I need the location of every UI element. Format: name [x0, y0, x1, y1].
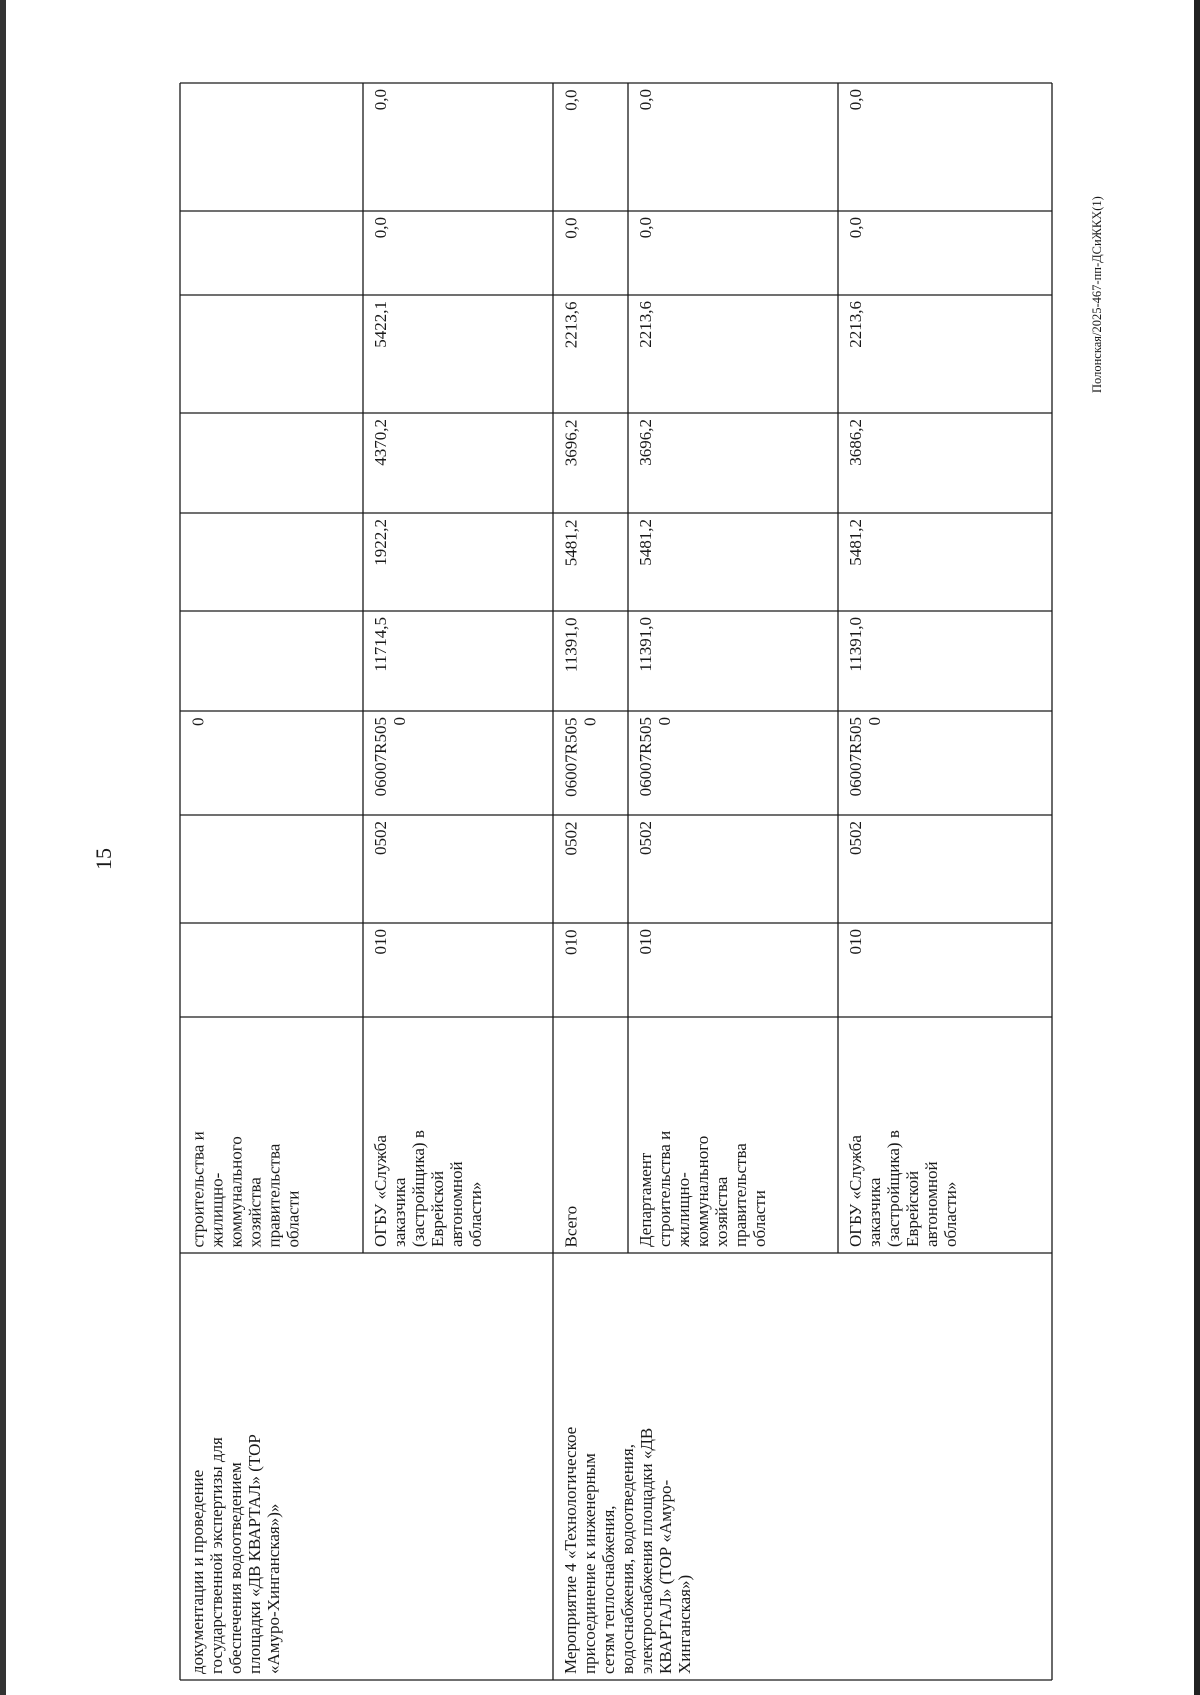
executor-cell: Департамент строительства и жилищно- коммунального хозяйства правительства области: [636, 1130, 769, 1247]
executor-cell: ОГБУ «Служба заказчика (застройщика) в Еврейской автономной области»: [371, 1130, 485, 1247]
value-cell-v6: 0,0: [561, 89, 580, 111]
value-cell-v5: 0,0: [371, 217, 390, 239]
value-cell-v4: 2213,6: [636, 301, 655, 348]
value-cell-rzpr: [188, 821, 359, 917]
value-cell-v6: 0,0: [846, 89, 865, 111]
value-cell-v2: 1922,2: [371, 519, 390, 566]
value-cell-v4: 5422,1: [371, 301, 390, 348]
value-cell-v3: 3696,2: [561, 419, 580, 466]
executor-cell: строительства и жилищно- коммунального хозяйства правительства области: [188, 1130, 302, 1247]
value-cell-v1: 11391,0: [561, 617, 580, 672]
event-description-cell: Мероприятие 4 «Технологическое присоединение к инженерным сетям теплоснабжения, водоснабжения, водоотведения, электроснабжения площадки «ДВ КВАРТАЛ» (ТОР «Амуро- Хинганская»): [561, 1426, 694, 1674]
value-cell-v2: 5481,2: [561, 519, 580, 566]
value-cell-grbs: 010: [371, 929, 390, 955]
value-cell-v2: [188, 519, 359, 605]
value-cell-v6: 0,0: [371, 89, 390, 111]
executor-cell: ОГБУ «Служба заказчика (застройщика) в Еврейской автономной области»: [846, 1130, 960, 1247]
value-cell-rzpr: 0502: [846, 821, 865, 855]
value-cell-v1: 11391,0: [846, 617, 865, 672]
value-cell-v2: 5481,2: [846, 519, 865, 566]
value-cell-grbs: 010: [636, 929, 655, 955]
event-description-cell: документации и проведение государственной экспертизы для обеспечения водоотведением площадки «ДВ КВАРТАЛ» (ТОР «Амуро-Хинганская»)»: [188, 1434, 283, 1674]
value-cell-v5: 0,0: [636, 217, 655, 239]
value-cell-grbs: [188, 929, 359, 1011]
value-cell-csr: 06007R505 0: [636, 717, 674, 797]
value-cell-v3: [188, 419, 359, 507]
value-cell-v3: 3686,2: [846, 419, 865, 466]
value-cell-v6: 0,0: [636, 89, 655, 111]
value-cell-v4: [188, 301, 359, 407]
value-cell-v3: 3696,2: [636, 419, 655, 466]
executor-cell: Всего: [561, 1205, 580, 1247]
value-cell-csr: 06007R505 0: [846, 717, 884, 797]
document-id-footer: Полонская/2025-467-пп-ДСиЖКХ(1): [1090, 196, 1104, 393]
value-cell-grbs: 010: [846, 929, 865, 955]
value-cell-v5: 0,0: [846, 217, 865, 239]
value-cell-v6: [188, 89, 359, 205]
value-cell-rzpr: 0502: [636, 821, 655, 855]
value-cell-csr: 06007R505 0: [561, 717, 599, 797]
value-cell-v4: 2213,6: [846, 301, 865, 348]
value-cell-v4: 2213,6: [561, 301, 580, 348]
value-cell-grbs: 010: [561, 929, 580, 955]
value-cell-v1: [188, 617, 359, 705]
value-cell-rzpr: 0502: [561, 821, 580, 855]
value-cell-csr: 06007R505 0: [371, 717, 409, 797]
value-cell-v3: 4370,2: [371, 419, 390, 466]
value-cell-rzpr: 0502: [371, 821, 390, 855]
value-cell-v1: 11714,5: [371, 617, 390, 672]
value-cell-v2: 5481,2: [636, 519, 655, 566]
value-cell-v5: 0,0: [561, 217, 580, 239]
value-cell-csr: 0: [188, 717, 207, 726]
value-cell-v1: 11391,0: [636, 617, 655, 672]
value-cell-v5: [188, 217, 359, 289]
page-number: 15: [91, 848, 116, 870]
